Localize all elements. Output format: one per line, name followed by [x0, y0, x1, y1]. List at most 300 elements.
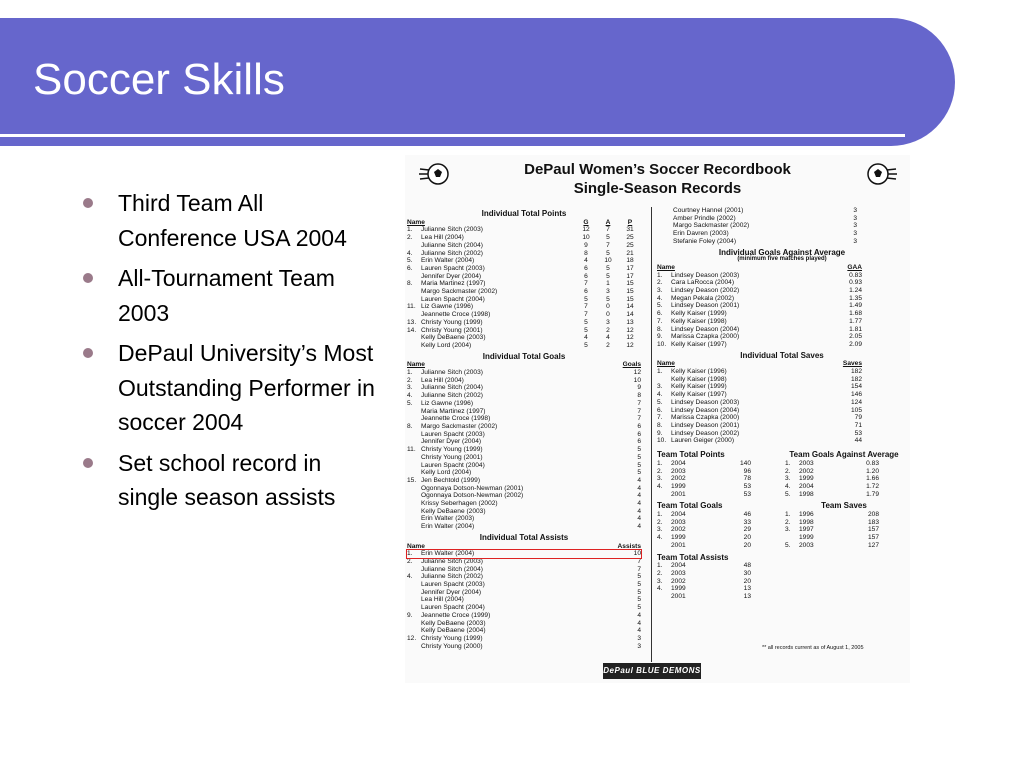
value-cell: 29 [743, 526, 751, 534]
rank-cell [407, 596, 421, 604]
rank-cell [407, 589, 421, 597]
table-row [407, 319, 641, 327]
table-row [785, 534, 903, 542]
name-cell: Liz Gawne (1996) [421, 303, 474, 311]
name-cell: Courtney Hannel (2001) [673, 207, 744, 214]
table-row [407, 423, 641, 431]
table-row [657, 376, 862, 384]
table-row [657, 407, 862, 415]
value-cell: 20 [743, 577, 751, 585]
value-cell: 182 [850, 368, 862, 376]
value-cell: 1.66 [866, 475, 879, 483]
table-row [657, 414, 862, 422]
value-cell: 21 [626, 249, 634, 257]
name-cell: Margo Sackmaster (2002) [673, 222, 750, 230]
table-row [657, 287, 862, 295]
table-header [407, 219, 641, 227]
value-cell: 7 [584, 280, 588, 288]
value-cell: 20 [743, 541, 751, 549]
value-cell: 3 [853, 237, 857, 245]
bullet-icon [83, 198, 93, 208]
rank-cell: 11. [407, 303, 416, 311]
value-cell: 18 [626, 257, 634, 265]
left-column [407, 207, 641, 650]
rank-cell: 8. [407, 280, 413, 288]
table-row [407, 327, 641, 335]
bullet-item [78, 186, 378, 255]
value-cell: 0.83 [866, 459, 879, 467]
rank-cell: 5. [657, 302, 663, 310]
table-row [657, 519, 775, 527]
table-row [407, 515, 641, 523]
year-cell: 2002 [671, 577, 686, 585]
name-cell: Cara LaRocca (2004) [671, 279, 735, 287]
value-cell: 14 [626, 303, 634, 311]
rank-cell: 9. [407, 611, 413, 619]
value-cell: 78 [743, 475, 751, 483]
rank-cell [407, 438, 421, 446]
year-cell: 2001 [671, 541, 686, 549]
name-cell: Erin Davren (2003) [673, 230, 729, 238]
table-row [657, 383, 862, 391]
value-cell: 1.20 [866, 467, 879, 475]
bullet-item [78, 336, 378, 440]
value-cell: 4 [637, 515, 641, 523]
table-row [657, 326, 862, 334]
rank-cell [785, 534, 799, 542]
value-cell: 13 [743, 593, 751, 601]
value-cell: 5 [637, 596, 641, 604]
value-cell: 33 [743, 518, 751, 526]
team-gaa-table [785, 460, 903, 499]
rank-cell: 6. [657, 406, 663, 414]
value-cell: 71 [854, 421, 862, 429]
rank-cell: 4. [785, 482, 791, 490]
year-cell: 1998 [799, 518, 814, 526]
value-cell: 0.83 [849, 271, 862, 279]
value-cell: 105 [850, 406, 862, 414]
table-row [407, 400, 641, 408]
rank-cell [657, 593, 671, 601]
team-assists-table [657, 562, 775, 601]
table-row [407, 250, 641, 258]
value-cell: 1.35 [849, 294, 862, 302]
value-cell: 48 [743, 562, 751, 570]
bullet-text: Third Team All Conference USA 2004 [118, 190, 347, 251]
value-cell: 208 [867, 511, 879, 519]
name-cell: Maria Martinez (1997) [421, 280, 486, 288]
value-cell: 53 [743, 482, 751, 490]
name-cell: Jennifer Dyer (2004) [421, 588, 482, 596]
table-row [785, 468, 903, 476]
rank-cell: 1. [657, 459, 663, 467]
table-row [785, 483, 903, 491]
table-header [657, 264, 862, 272]
table-row [407, 242, 641, 250]
rank-cell: 11. [407, 446, 416, 454]
table-row [673, 207, 857, 215]
rank-cell: 3. [407, 384, 413, 392]
table-row [673, 222, 857, 230]
name-cell: Kelly Kaiser (1997) [671, 391, 727, 399]
points-table [407, 226, 641, 349]
value-cell: 5 [584, 326, 588, 334]
table-row [407, 643, 641, 651]
points-continued-table [657, 207, 857, 246]
bullet-text: All-Tournament Team 2003 [118, 265, 335, 326]
value-cell: 1.24 [849, 287, 862, 295]
value-cell: 3 [853, 207, 857, 214]
value-cell: 140 [739, 459, 751, 467]
value-cell: 25 [626, 241, 634, 249]
value-cell: 5 [606, 295, 610, 303]
rank-cell: 12. [407, 634, 417, 642]
value-cell: 3 [606, 288, 610, 296]
value-cell: 12 [633, 369, 641, 377]
name-cell: Julianne Sitch (2003) [421, 369, 483, 377]
value-cell: 4 [637, 627, 641, 635]
name-cell: Lea Hill (2004) [421, 376, 464, 384]
recordbook-title-line2: Single-Season Records [573, 180, 742, 197]
year-cell: 2001 [671, 490, 686, 498]
value-cell: 7 [606, 241, 610, 249]
value-cell: 5 [606, 234, 610, 242]
table-row [407, 438, 641, 446]
value-cell: 15 [626, 288, 634, 296]
table-row [407, 446, 641, 454]
rank-cell: 15. [407, 476, 417, 484]
name-cell: Kelly DeBaene (2003) [421, 334, 486, 342]
rank-cell: 7. [657, 317, 663, 325]
value-cell: 5 [584, 318, 588, 326]
name-cell: Julianne Sitch (2003) [421, 557, 483, 565]
rank-cell: 1. [407, 226, 413, 234]
rank-cell: 6. [657, 310, 663, 318]
year-cell: 1999 [799, 534, 814, 542]
rank-cell: 2. [785, 467, 791, 475]
rank-cell: 2. [407, 557, 413, 565]
rank-cell: 1. [407, 369, 413, 377]
recordbook-title-line1: DePaul Women’s Soccer Recordbook [524, 161, 791, 178]
name-cell: Kelly DeBaene (2004) [421, 627, 486, 635]
table-header [657, 360, 862, 368]
header-cell: G [583, 218, 589, 226]
section-title: Individual Total Points [481, 209, 567, 218]
bullet-text: DePaul University’s Most Outstanding Performer in soccer 2004 [118, 340, 375, 435]
rank-cell: 2. [657, 518, 663, 526]
rank-cell [407, 288, 421, 296]
value-cell: 79 [854, 414, 862, 422]
name-cell: Kelly DeBaene (2003) [421, 619, 486, 627]
name-cell: Ogonnaya Dotson-Newman (2001) [421, 484, 524, 492]
name-cell: Lauren Spacht (2003) [421, 264, 485, 272]
value-cell: 146 [850, 391, 862, 399]
rank-cell: 5. [657, 398, 663, 406]
table-row [785, 519, 903, 527]
value-cell: 1.81 [849, 325, 862, 333]
value-cell: 8 [637, 392, 641, 400]
year-cell: 2002 [671, 526, 686, 534]
name-cell: Lindsey Deason (2001) [671, 421, 740, 429]
rank-cell: 3. [785, 526, 791, 534]
table-row [657, 570, 775, 578]
name-cell: Lindsey Deason (2003) [671, 398, 740, 406]
value-cell: 2 [606, 326, 610, 334]
name-cell: Margo Sackmaster (2002) [421, 288, 498, 296]
rank-cell [407, 566, 421, 574]
rank-cell [407, 408, 421, 416]
value-cell: 3 [637, 634, 641, 642]
name-cell: Lindsey Deason (2004) [671, 325, 740, 333]
table-row [657, 491, 775, 499]
rank-cell: 9. [657, 333, 663, 341]
value-cell: 157 [867, 534, 879, 542]
goals-table [407, 369, 641, 531]
table-row [657, 318, 862, 326]
table-row [407, 415, 641, 423]
value-cell: 5 [637, 453, 641, 461]
table-row [407, 550, 641, 558]
rank-cell: 4. [407, 249, 413, 257]
rank-cell [407, 273, 421, 281]
table-row [785, 460, 903, 468]
header-cell: P [627, 218, 633, 226]
name-cell: Erin Walter (2004) [421, 550, 475, 558]
value-cell: 5 [606, 264, 610, 272]
year-cell: 2003 [799, 541, 814, 549]
value-cell: 182 [850, 375, 862, 383]
year-cell: 2001 [671, 593, 686, 601]
value-cell: 7 [637, 399, 641, 407]
rank-cell: 4. [657, 391, 663, 399]
name-cell: Jeannette Croce (1998) [421, 415, 491, 423]
value-cell: 1.77 [849, 317, 862, 325]
value-cell: 4 [637, 611, 641, 619]
value-cell: 53 [743, 490, 751, 498]
table-row [407, 566, 641, 574]
name-cell: Kelly Kaiser (1999) [671, 383, 727, 391]
table-row [407, 280, 641, 288]
table-row [657, 341, 862, 349]
table-row [407, 408, 641, 416]
rank-cell: 10. [657, 340, 667, 348]
name-cell: Kelly DeBaene (2003) [421, 507, 486, 515]
year-cell: 2004 [671, 511, 686, 519]
rank-cell: 4. [407, 392, 413, 400]
table-row [657, 399, 862, 407]
rank-cell: 5. [407, 399, 413, 407]
table-row [657, 279, 862, 287]
rank-cell [657, 376, 671, 384]
value-cell: 7 [584, 303, 588, 311]
table-row [407, 596, 641, 604]
rank-cell: 2. [657, 467, 663, 475]
rank-cell: 10. [657, 437, 667, 445]
value-cell: 1.72 [866, 482, 879, 490]
rank-cell: 5. [407, 257, 413, 265]
value-cell: 6 [637, 438, 641, 446]
table-row [407, 604, 641, 612]
table-row [407, 612, 641, 620]
value-cell: 183 [867, 518, 879, 526]
value-cell: 7 [637, 565, 641, 573]
name-cell: Julianne Sitch (2002) [421, 249, 483, 257]
table-row [785, 526, 903, 534]
rank-cell: 3. [657, 577, 663, 585]
value-cell: 15 [626, 280, 634, 288]
value-cell: 44 [854, 437, 862, 445]
table-row [407, 620, 641, 628]
table-row [657, 562, 775, 570]
table-row [657, 430, 862, 438]
value-cell: 10 [604, 257, 612, 265]
value-cell: 4 [637, 523, 641, 531]
value-cell: 12 [626, 326, 634, 334]
value-cell: 5 [637, 588, 641, 596]
name-cell: Lindsey Deason (2002) [671, 429, 740, 437]
name-cell: Julianne Sitch (2004) [421, 384, 483, 392]
value-cell: 9 [584, 241, 588, 249]
section-title: Team Saves [821, 501, 867, 511]
value-cell: 4 [606, 334, 610, 342]
rank-cell: 2. [407, 376, 413, 384]
section-title: Individual Total Saves [740, 350, 824, 360]
value-cell: 14 [626, 311, 634, 319]
rank-cell: 1. [657, 511, 663, 519]
gaa-table [657, 272, 862, 349]
rank-cell [657, 542, 671, 550]
name-cell: Lauren Spacht (2003) [421, 581, 485, 589]
value-cell: 7 [637, 557, 641, 565]
value-cell: 46 [743, 511, 751, 519]
rank-cell: 6. [407, 264, 413, 272]
value-cell: 5 [606, 272, 610, 280]
rank-cell [407, 508, 421, 516]
value-cell: 7 [637, 415, 641, 423]
rank-cell [407, 581, 421, 589]
value-cell: 13 [626, 318, 634, 326]
rank-cell [407, 500, 421, 508]
section-subtitle: (minimum five matches played) [737, 256, 827, 263]
value-cell: 1.79 [866, 490, 879, 498]
value-cell: 5 [637, 446, 641, 454]
header-cell: Name [657, 263, 675, 271]
value-cell: 10 [582, 234, 590, 242]
value-cell: 124 [850, 398, 862, 406]
rank-cell: 4. [657, 294, 663, 302]
team-records [657, 447, 907, 601]
table-row [657, 333, 862, 341]
name-cell: Lindsey Deason (2003) [671, 271, 740, 279]
slide-title: Soccer Skills [33, 55, 285, 104]
table-header [407, 543, 641, 551]
saves-table [657, 368, 862, 445]
value-cell: 2.09 [849, 340, 862, 348]
rank-cell [407, 415, 421, 423]
table-row [785, 542, 903, 550]
table-row [657, 460, 775, 468]
name-cell: Erin Walter (2003) [421, 515, 475, 523]
name-cell: Stefanie Foley (2004) [673, 237, 737, 245]
team-records-right [785, 447, 903, 601]
section-title: Team Goals Against Average [789, 450, 899, 460]
year-cell: 2004 [671, 459, 686, 467]
name-cell: Christy Young (2001) [421, 453, 483, 461]
table-row [673, 230, 857, 238]
value-cell: 4 [584, 257, 588, 265]
table-row [407, 431, 641, 439]
value-cell: 3 [853, 214, 857, 222]
rank-cell: 1. [657, 562, 663, 570]
rank-cell: 4. [657, 482, 663, 490]
table-row [407, 288, 641, 296]
name-cell: Christy Young (1999) [421, 634, 483, 642]
rank-cell: 2. [657, 569, 663, 577]
value-cell: 6 [637, 422, 641, 430]
table-row [407, 573, 641, 581]
table-row [407, 334, 641, 342]
bullet-item [78, 261, 378, 330]
table-row [407, 635, 641, 643]
name-cell: Lauren Geiger (2000) [671, 437, 735, 445]
value-cell: 10 [633, 550, 641, 558]
year-cell: 2003 [671, 518, 686, 526]
rank-cell: 4. [657, 534, 663, 542]
value-cell: 3 [637, 642, 641, 650]
value-cell: 6 [637, 430, 641, 438]
name-cell: Ogonnaya Dotson-Newman (2002) [421, 492, 524, 500]
soccer-ball-icon [419, 161, 449, 187]
name-cell: Jennifer Dyer (2004) [421, 272, 482, 280]
value-cell: 12 [626, 341, 634, 349]
team-records-left [657, 447, 775, 601]
value-cell: 6 [584, 264, 588, 272]
rank-cell: 8. [407, 422, 413, 430]
column-divider [651, 207, 652, 662]
rank-cell [407, 515, 421, 523]
value-cell: 154 [850, 383, 862, 391]
assists-table [407, 550, 641, 650]
name-cell: Lauren Spacht (2003) [421, 430, 485, 438]
value-cell: 4 [637, 619, 641, 627]
name-cell: Lea Hill (2004) [421, 234, 464, 242]
table-row [785, 491, 903, 499]
year-cell: 2003 [671, 569, 686, 577]
name-cell: Christy Young (1999) [421, 318, 483, 326]
year-cell: 2004 [799, 482, 814, 490]
table-row [407, 273, 641, 281]
value-cell: 4 [637, 484, 641, 492]
name-cell: Margo Sackmaster (2002) [421, 422, 498, 430]
rank-cell: 8. [657, 325, 663, 333]
value-cell: 1 [606, 280, 610, 288]
value-cell: 8 [584, 249, 588, 257]
soccer-ball-icon [867, 161, 897, 187]
rank-cell: 2. [785, 518, 791, 526]
table-row [407, 377, 641, 385]
rank-cell: 1. [657, 368, 663, 376]
value-cell: 6 [584, 272, 588, 280]
name-cell: Erin Walter (2004) [421, 257, 475, 265]
value-cell: 5 [637, 573, 641, 581]
rank-cell: 14. [407, 326, 417, 334]
value-cell: 2.05 [849, 333, 862, 341]
table-row [657, 437, 862, 445]
value-cell: 53 [854, 429, 862, 437]
name-cell: Liz Gawne (1996) [421, 399, 474, 407]
value-cell: 1.68 [849, 310, 862, 318]
section-title: Individual Total Goals [482, 351, 566, 361]
